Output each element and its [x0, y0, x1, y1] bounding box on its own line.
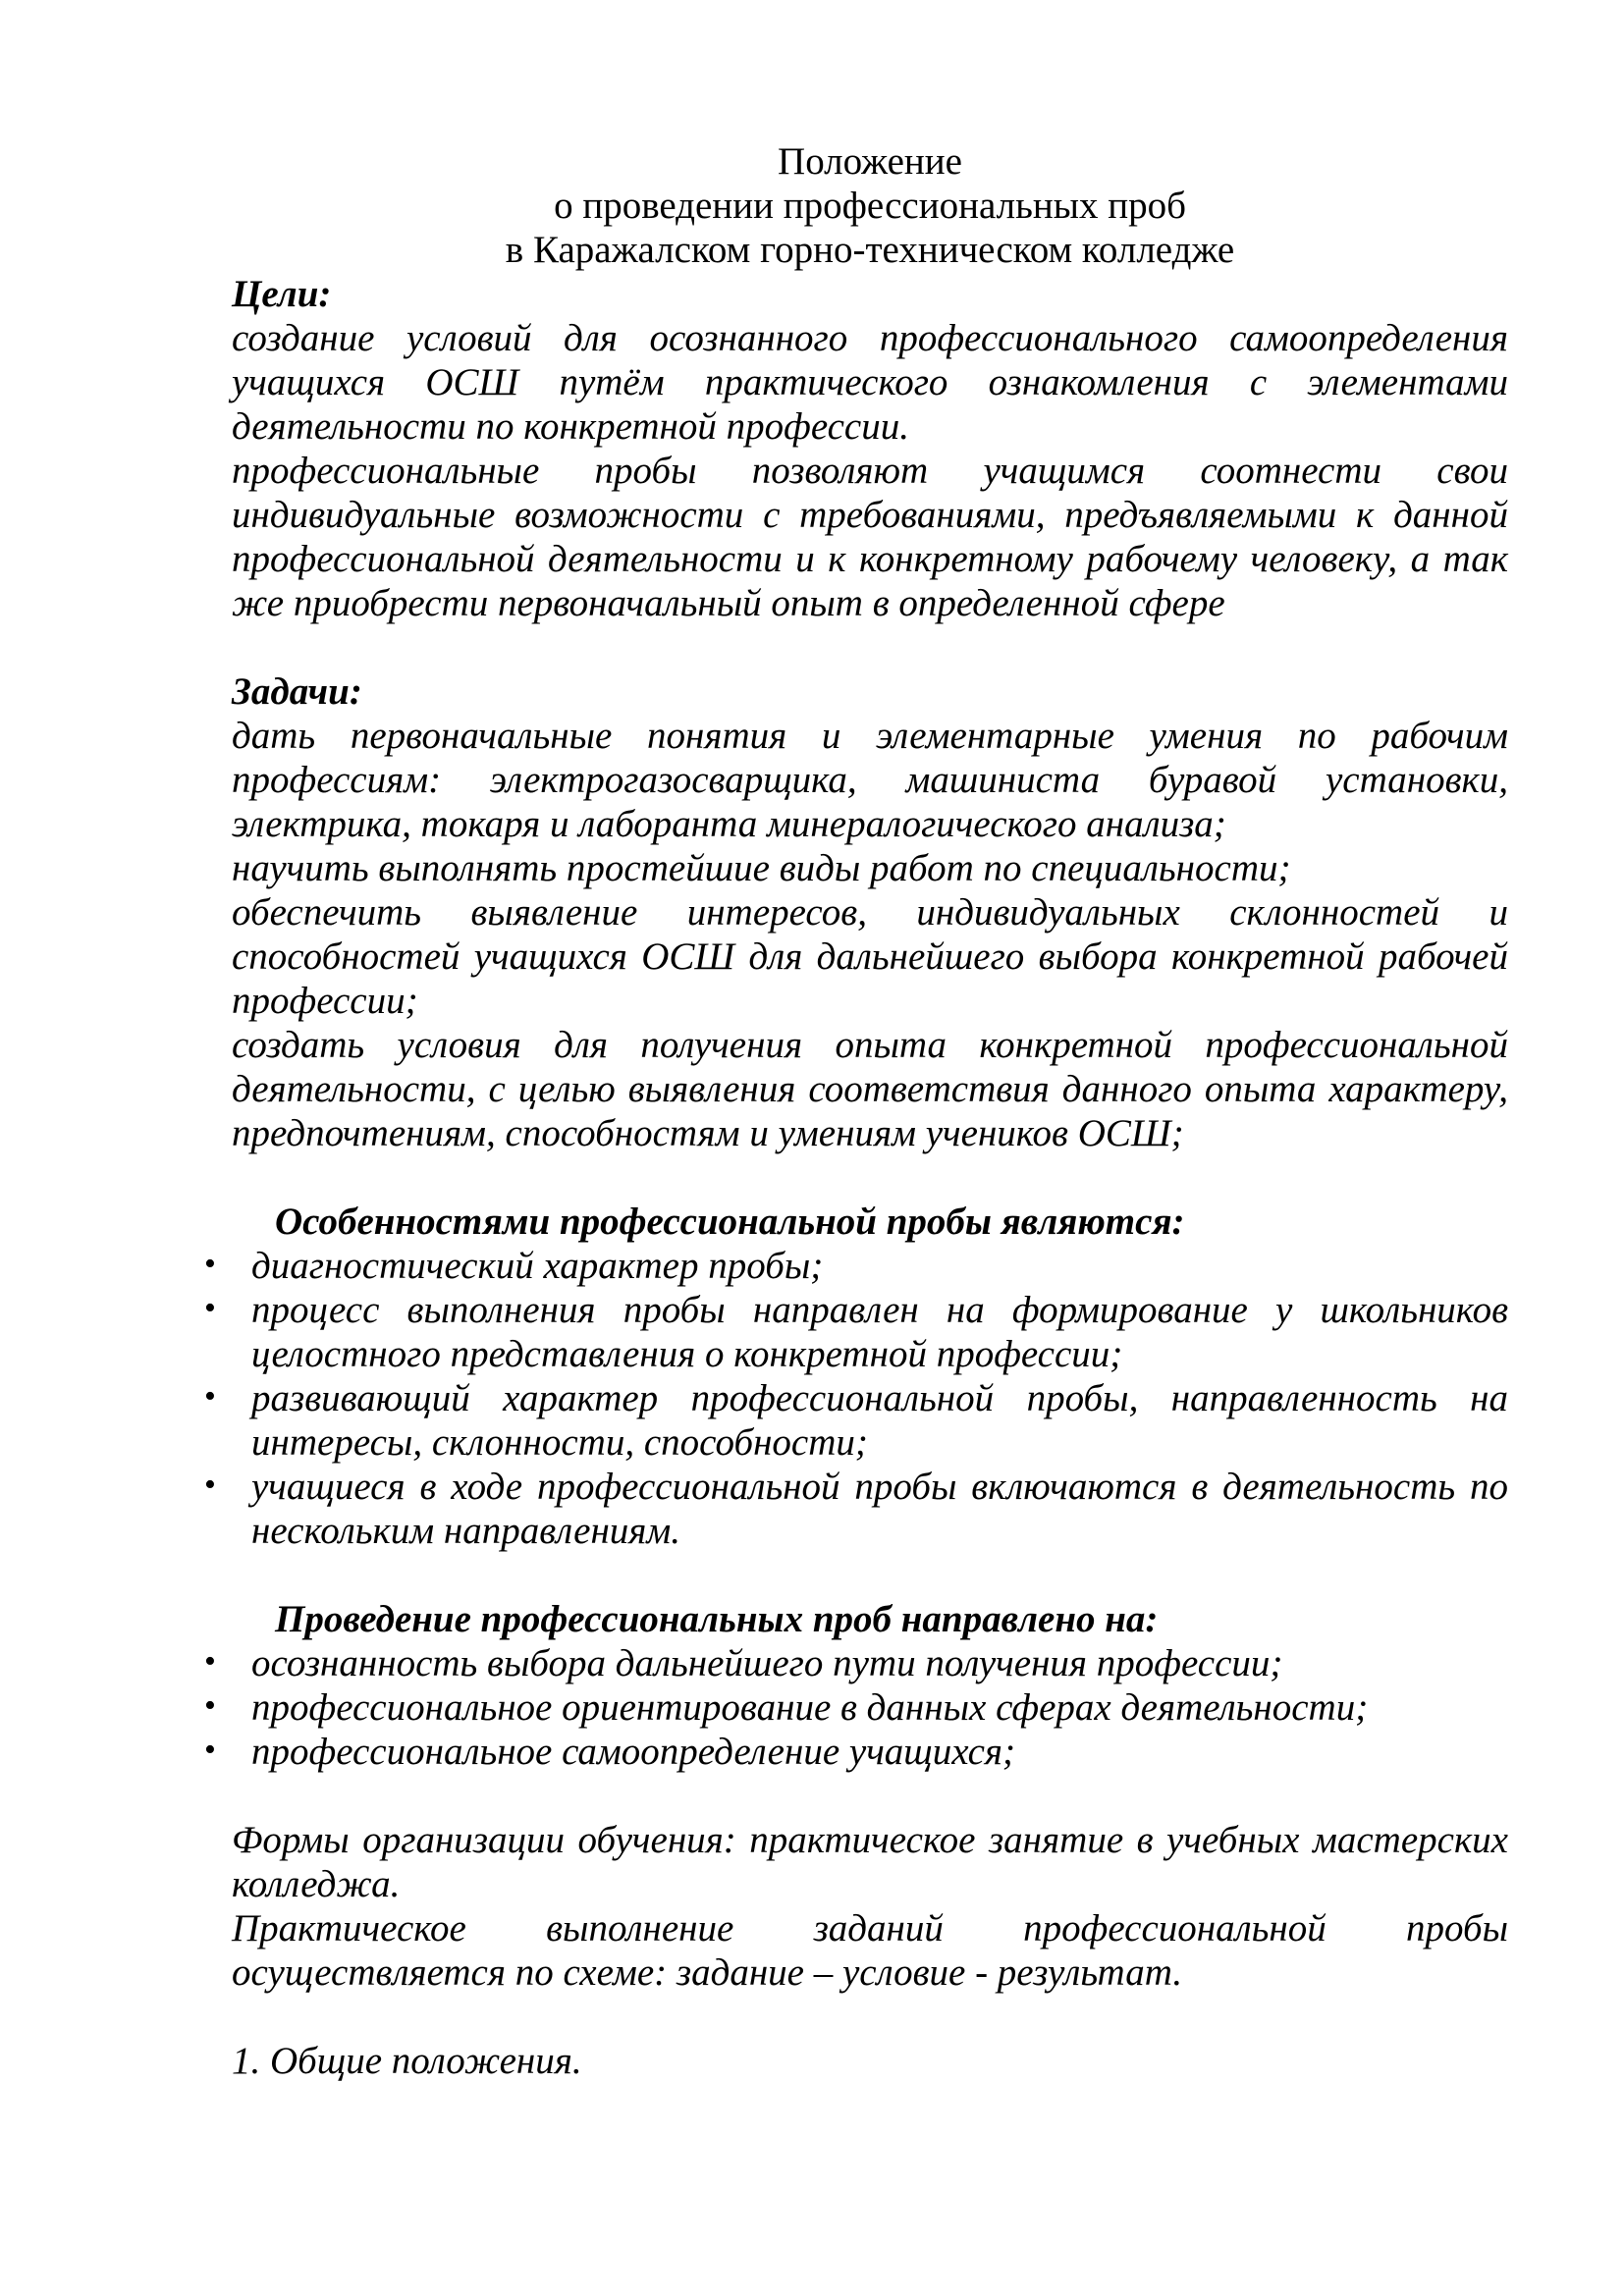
bullet-icon: •	[204, 1732, 216, 1768]
forms-paragraph-1: Формы организации обучения: практическое занятие в учебных мастерских колледжа.	[232, 1819, 1508, 1905]
list-item	[204, 1465, 1508, 1553]
tasks-paragraph-4: создать условия для получения опыта конкретной профессиональной деятельности, с целью выявления соответствия данного опыта характеру, предпочтениям, способностям и умениям учеников ОСШ;	[232, 1024, 1508, 1154]
goals-paragraph-2: профессиональные пробы позволяют учащимся соотнести свои индивидуальные возможности с требованиями, предъявляемыми к данной профессиональной деятельности и к конкретному рабочему человеку, а так же приобрести первоначальный опыт в определенной сфере	[232, 450, 1508, 624]
bullet-icon: •	[204, 1643, 216, 1680]
features-list	[204, 1244, 1508, 1553]
tasks-heading: Задачи:	[232, 670, 362, 713]
list-item	[204, 1685, 1508, 1730]
list-item	[204, 1288, 1508, 1376]
list-item-text: развивающий характер профессиональной пробы, направленность на интересы, склонности, способности;	[251, 1377, 1508, 1464]
tasks-paragraph-3: обеспечить выявление интересов, индивидуальных склонностей и способностей учащихся ОСШ для дальнейшего выбора конкретной рабочей профессии;	[232, 891, 1508, 1022]
list-item-text: осознанность выбора дальнейшего пути получения профессии;	[251, 1642, 1283, 1684]
features-heading: Особенностями профессиональной пробы являются:	[275, 1201, 1185, 1243]
bullet-icon: •	[204, 1687, 216, 1724]
forms-paragraph-2: Практическое выполнение заданий профессиональной пробы осуществляется по схеме: задание – условие - результат.	[232, 1907, 1508, 1994]
blank-line	[232, 1995, 1508, 2039]
list-item-text: профессиональное самоопределение учащихся;	[251, 1731, 1016, 1773]
document-content	[204, 139, 1508, 2083]
list-item	[204, 1244, 1508, 1288]
list-item-text: учащиеся в ходе профессиональной пробы включаются в деятельность по нескольким направлениям.	[251, 1466, 1508, 1552]
list-item-text: диагностический характер пробы;	[251, 1245, 824, 1287]
bullet-icon: •	[204, 1467, 216, 1503]
list-item	[204, 1730, 1508, 1774]
goals-heading: Цели:	[232, 273, 332, 315]
list-item-text: процесс выполнения пробы направлен на формирование у школьников целостного представления о конкретной профессии;	[251, 1289, 1508, 1375]
title-line-1: Положение	[778, 140, 962, 183]
bullet-icon: •	[204, 1246, 216, 1282]
blank-line	[232, 625, 1508, 669]
tasks-paragraph-1: дать первоначальные понятия и элементарные умения по рабочим профессиям: электрогазосварщика, машиниста буравой установки, электрика, токаря и лаборанта минералогического анализа;	[232, 715, 1508, 845]
blank-line	[232, 1774, 1508, 1818]
general-provisions-heading: 1. Общие положения.	[232, 2040, 582, 2082]
title-line-2: о проведении профессиональных проб	[554, 185, 1186, 227]
blank-line	[232, 1553, 1508, 1597]
tasks-paragraph-2: научить выполнять простейшие виды работ по специальности;	[232, 847, 1291, 889]
bullet-icon: •	[204, 1290, 216, 1326]
aims-heading: Проведение профессиональных проб направлено на:	[275, 1598, 1159, 1640]
blank-line	[232, 1155, 1508, 1200]
title-line-3: в Каражалском горно-техническом колледже	[505, 229, 1235, 271]
document-title	[232, 139, 1508, 272]
aims-list	[204, 1641, 1508, 1774]
list-item	[204, 1641, 1508, 1685]
goals-paragraph-1: создание условий для осознанного профессионального самоопределения учащихся ОСШ путём практического ознакомления с элементами деятельности по конкретной профессии.	[232, 317, 1508, 448]
bullet-icon: •	[204, 1378, 216, 1415]
list-item	[204, 1376, 1508, 1465]
list-item-text: профессиональное ориентирование в данных сферах деятельности;	[251, 1686, 1369, 1729]
